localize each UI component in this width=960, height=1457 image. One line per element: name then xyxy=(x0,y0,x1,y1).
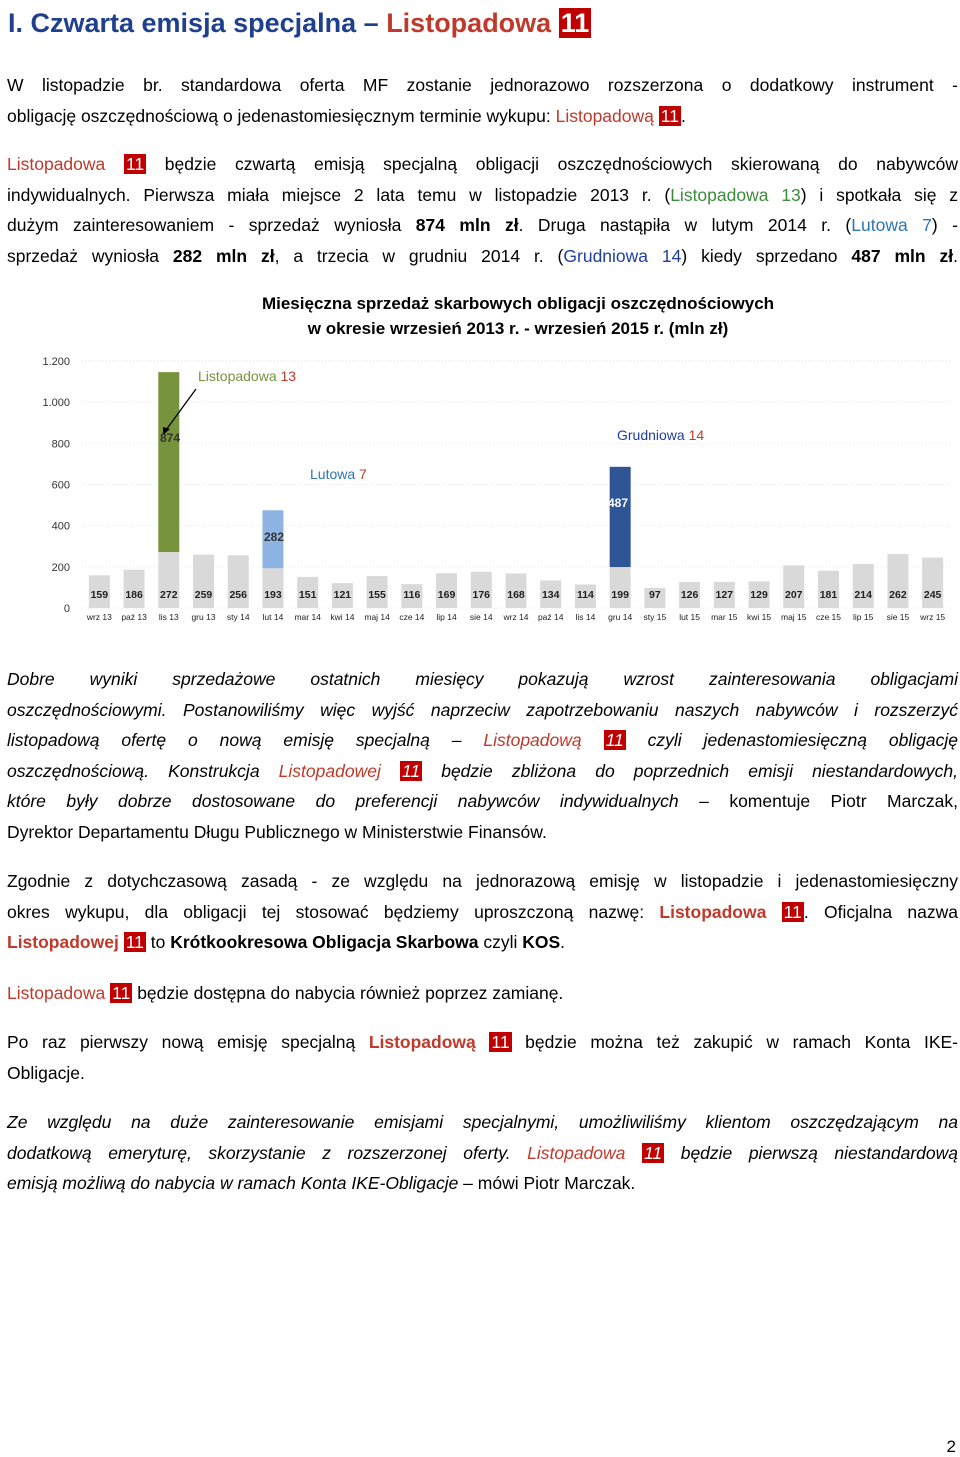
quote1-text: listopadową ofertę o nową emisję specjalną – xyxy=(7,730,484,750)
chart-title-line-1: Miesięczna sprzedaż skarbowych obligacji oszczędnościowych xyxy=(261,294,775,313)
history-amount-282: 282 mln zł xyxy=(172,245,275,266)
x-tick-label: wrz 14 xyxy=(503,612,529,622)
data-label: 199 xyxy=(611,589,629,601)
data-label: 214 xyxy=(854,589,872,601)
data-label: 272 xyxy=(160,589,178,601)
x-tick-label: maj 14 xyxy=(364,612,390,622)
x-tick-label: cze 15 xyxy=(815,612,842,622)
quote2-bond-num: 11 xyxy=(643,1142,663,1163)
quote1-line-4 xyxy=(7,756,958,787)
data-label: 114 xyxy=(576,589,594,601)
x-tick-label: cze 14 xyxy=(399,612,425,622)
bar xyxy=(853,564,874,608)
x-tick-label: wrz 15 xyxy=(920,612,946,622)
quote1-bond-name: Listopadową xyxy=(483,730,582,750)
history-lutowa7: Lutowa 7 xyxy=(851,215,932,235)
intro-bond-name: Listopadową xyxy=(555,105,654,126)
ike-bond-num: 11 xyxy=(491,1032,510,1052)
x-tick-label: sie 15 xyxy=(886,612,910,622)
exchange-line xyxy=(7,978,958,1009)
history-listopadowa13: Listopadowa 13 xyxy=(670,184,801,205)
naming-text: okres wykupu, dla obligacji tej stosować będziemy uproszczoną nazwę: xyxy=(7,901,660,922)
data-label: 121 xyxy=(333,589,352,601)
paragraph-naming xyxy=(7,866,958,958)
x-tick-label: gru 14 xyxy=(608,612,633,622)
data-label: 262 xyxy=(889,589,907,601)
history-text: ) kiedy sprzedano xyxy=(681,245,852,266)
naming-dot: . xyxy=(560,932,566,952)
quote1-line-5 xyxy=(7,786,958,817)
x-tick-label: lip 14 xyxy=(436,612,457,622)
data-label: 159 xyxy=(90,589,109,601)
history-bond-num: 11 xyxy=(125,154,145,174)
y-tick-label: 1.000 xyxy=(42,397,70,410)
quote1-bond-num: 11 xyxy=(605,730,624,750)
x-tick-label: sty 14 xyxy=(226,612,250,622)
x-tick-label: lut 14 xyxy=(262,612,284,622)
chart-title-line-2: w okresie wrzesień 2013 r. - wrzesień 2015 r. (mln zł) xyxy=(307,319,729,338)
y-tick-label: 600 xyxy=(51,479,70,492)
quote2-bond-name: Listopadowa xyxy=(527,1142,626,1163)
ike-text: Po raz pierwszy nową emisję specjalną xyxy=(7,1032,369,1052)
history-amount-874: 874 mln zł xyxy=(415,215,519,235)
naming-bond-name: Listopadowa xyxy=(659,901,767,922)
quote2-text: będzie pierwszą niestandardową xyxy=(664,1142,958,1163)
bar xyxy=(610,567,631,608)
naming-line-2 xyxy=(7,897,958,928)
data-label: 181 xyxy=(819,589,838,601)
quote1-text: Postanowiliśmy więc wyjść naprzeciw zapotrzebowaniu naszych nabywców i rozszerzyć xyxy=(166,699,958,720)
paragraph-quote-2 xyxy=(7,1107,958,1199)
quote2-text: emisją możliwą do nabycia w ramach Konta IKE-Obligacje xyxy=(7,1173,459,1193)
naming-line-1: Zgodnie z dotychczasową zasadą - ze względu na jednorazową emisję w listopadzie i jedenastomiesięczny xyxy=(7,871,958,891)
intro-line-2 xyxy=(7,101,958,132)
quote1-text: będzie zbliżona do poprzednich emisji niestandardowych, xyxy=(422,760,958,781)
quote1-line-3 xyxy=(7,725,958,756)
history-dot: . xyxy=(953,245,958,266)
quote2-attribution: – mówi Piotr Marczak. xyxy=(458,1173,636,1193)
x-tick-label: mar 14 xyxy=(294,612,321,622)
quote1-line-6: Dyrektor Departamentu Długu Publicznego w Ministerstwie Finansów. xyxy=(7,821,547,842)
x-tick-label: mar 15 xyxy=(711,612,738,622)
title-prefix: I. Czwarta emisja specjalna – xyxy=(8,8,387,38)
quote1-text: czyli jedenastomiesięczną obligację xyxy=(625,730,958,750)
x-tick-label: sty 15 xyxy=(643,612,667,622)
data-label: 207 xyxy=(784,589,803,601)
y-tick-label: 0 xyxy=(63,603,70,615)
paragraph-exchange xyxy=(7,978,958,1009)
quote1-attribution: – komentuje Piotr Marczak, xyxy=(678,791,959,811)
naming-text: czyli xyxy=(478,932,523,952)
quote2-line-1: Ze względu na duże zainteresowanie emisjami specjalnymi, umożliwiliśmy klientom oszczędzającym na xyxy=(7,1112,958,1132)
data-label: 176 xyxy=(472,589,491,601)
history-text: sprzedaż wyniosła xyxy=(7,245,173,266)
naming-line-3 xyxy=(7,927,958,958)
quote1-line-2 xyxy=(7,695,958,726)
annotation-label: Listopadowa 13 xyxy=(198,368,297,384)
quote1-text: oszczędnościowymi. xyxy=(7,699,167,720)
intro-text: obligację oszczędnościową o jedenastomiesięcznym terminie wykupu: xyxy=(7,105,556,126)
history-text: dużym zainteresowaniem - sprzedaż wyniosła xyxy=(7,215,416,235)
data-label: 151 xyxy=(298,589,317,601)
history-text: będzie czwartą emisją specjalną obligacji oszczędnościowych skierowaną do nabywców xyxy=(146,154,958,174)
x-tick-label: lut 15 xyxy=(679,612,700,622)
y-tick-label: 800 xyxy=(51,438,70,451)
y-tick-label: 200 xyxy=(51,561,70,574)
quote2-line-2 xyxy=(7,1138,958,1169)
history-line-1 xyxy=(7,149,958,180)
x-tick-label: maj 15 xyxy=(781,612,807,622)
history-line-3 xyxy=(7,210,958,241)
paragraph-history xyxy=(7,149,958,271)
history-text: . Druga nastąpiła w lutym 2014 r. ( xyxy=(518,215,852,235)
data-label: 155 xyxy=(368,589,386,601)
naming-bond-name: Listopadowej xyxy=(7,932,119,952)
paragraph-ike xyxy=(7,1027,958,1088)
data-label: 126 xyxy=(680,589,699,601)
special-value-label: 874 xyxy=(160,431,181,445)
paragraph-intro xyxy=(7,70,958,131)
x-tick-label: lis 13 xyxy=(158,612,179,622)
sales-chart xyxy=(0,288,960,638)
x-tick-label: lip 15 xyxy=(853,612,874,622)
y-tick-label: 400 xyxy=(51,520,70,533)
x-tick-label: paź 14 xyxy=(537,612,564,622)
naming-bond-num: 11 xyxy=(783,901,802,922)
history-bond-name: Listopadowa xyxy=(7,154,106,174)
x-tick-label: kwi 15 xyxy=(746,612,772,622)
quote2-text: dodatkową emeryturę, skorzystanie z rozszerzonej oferty. xyxy=(7,1142,528,1163)
history-line-2 xyxy=(7,180,958,211)
annotation-label: Lutowa 7 xyxy=(310,466,367,482)
history-text: ) - xyxy=(931,215,958,235)
data-label: 169 xyxy=(437,589,456,601)
x-tick-label: gru 13 xyxy=(191,612,216,622)
data-label: 245 xyxy=(923,589,942,601)
data-label: 134 xyxy=(541,589,560,601)
quote1-bond-name: Listopadowej xyxy=(278,760,381,781)
x-tick-label: paź 13 xyxy=(121,612,147,622)
naming-bond-num: 11 xyxy=(125,932,144,952)
special-value-label: 487 xyxy=(608,496,629,510)
ike-bond-name: Listopadową xyxy=(368,1032,476,1052)
naming-official-name: Krótkookresowa Obligacja Skarbowa xyxy=(170,932,479,952)
history-text: indywidualnych. Pierwsza miała miejsce 2 lata temu w listopadzie 2013 r. ( xyxy=(7,184,671,205)
bar xyxy=(783,565,804,608)
history-grudniowa14: Grudniowa 14 xyxy=(563,245,682,266)
special-value-label: 282 xyxy=(264,530,285,544)
history-line-4 xyxy=(7,241,958,272)
page-number: 2 xyxy=(946,1437,956,1456)
x-tick-label: sie 14 xyxy=(469,612,493,622)
ike-line-1 xyxy=(7,1027,958,1058)
intro-bond-num: 11 xyxy=(660,105,679,126)
naming-abbrev: KOS xyxy=(522,932,561,952)
quote1-line-1: Dobre wyniki sprzedażowe ostatnich miesięcy pokazują wzrost zainteresowania obligacjami xyxy=(7,669,958,689)
special-issue-bar xyxy=(158,372,179,552)
section-title xyxy=(8,8,591,39)
special-issue-bar xyxy=(610,467,631,567)
history-text: ) i spotkała się z xyxy=(800,184,958,205)
naming-text: . Oficjalna nazwa xyxy=(803,901,958,922)
data-label: 186 xyxy=(125,589,143,601)
data-label: 116 xyxy=(403,589,421,601)
x-tick-label: wrz 13 xyxy=(86,612,112,622)
annotation-label: Grudniowa 14 xyxy=(617,427,705,443)
quote1-text: oszczędnościową. Konstrukcja xyxy=(7,760,279,781)
data-label: 259 xyxy=(194,589,213,601)
naming-text: to xyxy=(145,932,171,952)
data-label: 97 xyxy=(649,589,661,601)
intro-line-1: W listopadzie br. standardowa oferta MF zostanie jednorazowo rozszerzona o dodatkowy instrument - xyxy=(7,75,958,95)
history-amount-487: 487 mln zł xyxy=(851,245,954,266)
intro-dot: . xyxy=(680,105,686,126)
exchange-bond-num: 11 xyxy=(112,983,131,1003)
quote1-text: które były dobrze dostosowane do preferencji nabywców indywidualnych xyxy=(7,791,679,811)
data-label: 127 xyxy=(715,589,734,601)
ike-text: będzie można też zakupić w ramach Konta IKE- xyxy=(511,1032,958,1052)
title-number: 11 xyxy=(560,8,590,38)
paragraph-quote-1 xyxy=(7,664,958,847)
x-tick-label: kwi 14 xyxy=(330,612,355,622)
data-label: 129 xyxy=(750,589,768,601)
data-label: 168 xyxy=(507,589,525,601)
data-label: 256 xyxy=(229,589,248,601)
ike-line-2: Obligacje. xyxy=(7,1062,85,1083)
history-text: , a trzecia w grudniu 2014 r. ( xyxy=(274,245,564,266)
exchange-text: będzie dostępna do nabycia również poprzez zamianę. xyxy=(132,983,564,1003)
x-tick-label: lis 14 xyxy=(575,612,596,622)
exchange-bond-name: Listopadowa xyxy=(7,983,106,1003)
data-label: 193 xyxy=(264,589,282,601)
y-tick-label: 1.200 xyxy=(42,356,70,368)
title-name: Listopadowa xyxy=(386,8,552,38)
quote2-line-3 xyxy=(7,1168,958,1199)
quote1-bond-num: 11 xyxy=(401,760,421,781)
